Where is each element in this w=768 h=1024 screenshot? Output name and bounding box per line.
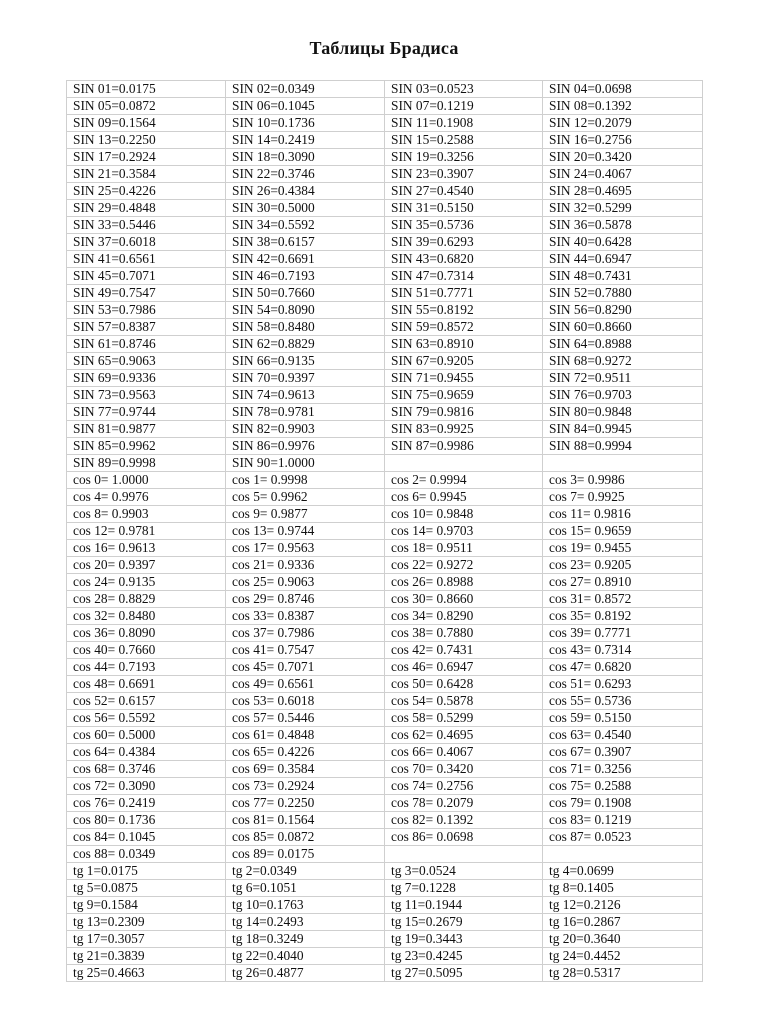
table-cell: cos 14= 0.9703 [385,523,543,540]
table-cell: cos 59= 0.5150 [543,710,703,727]
table-row [67,353,703,370]
table-cell: SIN 68=0.9272 [543,353,703,370]
table-cell: cos 85= 0.0872 [226,829,385,846]
table-cell [543,846,703,863]
table-cell: tg 25=0.4663 [67,965,226,982]
table-cell: cos 64= 0.4384 [67,744,226,761]
table-cell: SIN 86=0.9976 [226,438,385,455]
table-cell: tg 10=0.1763 [226,897,385,914]
table-cell: SIN 82=0.9903 [226,421,385,438]
table-cell: cos 10= 0.9848 [385,506,543,523]
table-row [67,863,703,880]
table-cell: tg 20=0.3640 [543,931,703,948]
table-cell: cos 49= 0.6561 [226,676,385,693]
table-cell: SIN 02=0.0349 [226,81,385,98]
table-cell: cos 21= 0.9336 [226,557,385,574]
table-cell: SIN 04=0.0698 [543,81,703,98]
table-row [67,268,703,285]
table-cell: tg 15=0.2679 [385,914,543,931]
table-cell: SIN 55=0.8192 [385,302,543,319]
table-cell: tg 2=0.0349 [226,863,385,880]
table-cell: cos 78= 0.2079 [385,795,543,812]
table-cell: cos 61= 0.4848 [226,727,385,744]
table-cell: SIN 65=0.9063 [67,353,226,370]
table-row [67,931,703,948]
table-row [67,421,703,438]
table-row [67,523,703,540]
table-cell: cos 15= 0.9659 [543,523,703,540]
table-cell: SIN 29=0.4848 [67,200,226,217]
table-cell: cos 31= 0.8572 [543,591,703,608]
table-cell: cos 69= 0.3584 [226,761,385,778]
table-cell: tg 22=0.4040 [226,948,385,965]
table-cell: cos 35= 0.8192 [543,608,703,625]
table-cell: SIN 21=0.3584 [67,166,226,183]
table-cell: cos 33= 0.8387 [226,608,385,625]
table-cell: SIN 40=0.6428 [543,234,703,251]
table-row [67,965,703,982]
table-cell: cos 32= 0.8480 [67,608,226,625]
table-cell: SIN 38=0.6157 [226,234,385,251]
table-cell: cos 53= 0.6018 [226,693,385,710]
table-cell: cos 88= 0.0349 [67,846,226,863]
table-cell: cos 56= 0.5592 [67,710,226,727]
table-row [67,285,703,302]
table-cell: tg 13=0.2309 [67,914,226,931]
table-row [67,829,703,846]
table-row [67,625,703,642]
table-cell: tg 18=0.3249 [226,931,385,948]
table-cell: SIN 23=0.3907 [385,166,543,183]
table-row [67,166,703,183]
table-cell: SIN 08=0.1392 [543,98,703,115]
table-cell: cos 13= 0.9744 [226,523,385,540]
table-row [67,183,703,200]
table-cell: cos 74= 0.2756 [385,778,543,795]
table-cell: cos 79= 0.1908 [543,795,703,812]
table-row [67,336,703,353]
table-row [67,98,703,115]
table-cell: SIN 81=0.9877 [67,421,226,438]
table-cell: cos 22= 0.9272 [385,557,543,574]
table-cell: cos 82= 0.1392 [385,812,543,829]
table-cell: cos 72= 0.3090 [67,778,226,795]
table-cell: cos 86= 0.0698 [385,829,543,846]
table-cell: cos 47= 0.6820 [543,659,703,676]
table-cell: cos 83= 0.1219 [543,812,703,829]
table-row [67,778,703,795]
table-row [67,234,703,251]
table-cell: cos 55= 0.5736 [543,693,703,710]
table-row [67,404,703,421]
table-cell: tg 27=0.5095 [385,965,543,982]
table-cell: SIN 75=0.9659 [385,387,543,404]
table-row [67,302,703,319]
table-cell: cos 18= 0.9511 [385,540,543,557]
table-cell: SIN 66=0.9135 [226,353,385,370]
table-cell: cos 38= 0.7880 [385,625,543,642]
table-cell: SIN 52=0.7880 [543,285,703,302]
table-cell: SIN 69=0.9336 [67,370,226,387]
table-cell: tg 16=0.2867 [543,914,703,931]
table-cell: tg 3=0.0524 [385,863,543,880]
table-cell: SIN 09=0.1564 [67,115,226,132]
table-cell: SIN 48=0.7431 [543,268,703,285]
table-row [67,897,703,914]
table-cell: SIN 18=0.3090 [226,149,385,166]
table-cell: cos 46= 0.6947 [385,659,543,676]
table-cell: SIN 47=0.7314 [385,268,543,285]
table-cell: tg 9=0.1584 [67,897,226,914]
table-row [67,472,703,489]
table-cell: tg 23=0.4245 [385,948,543,965]
table-cell: SIN 70=0.9397 [226,370,385,387]
table-row [67,438,703,455]
table-cell: SIN 33=0.5446 [67,217,226,234]
table-cell: SIN 74=0.9613 [226,387,385,404]
table-cell: cos 1= 0.9998 [226,472,385,489]
table-cell: cos 42= 0.7431 [385,642,543,659]
table-cell: cos 66= 0.4067 [385,744,543,761]
table-cell: SIN 79=0.9816 [385,404,543,421]
table-cell [385,846,543,863]
table-cell: cos 34= 0.8290 [385,608,543,625]
table-cell: cos 80= 0.1736 [67,812,226,829]
table-row [67,642,703,659]
table-cell: cos 3= 0.9986 [543,472,703,489]
table-cell: SIN 37=0.6018 [67,234,226,251]
table-cell: cos 68= 0.3746 [67,761,226,778]
table-cell: SIN 05=0.0872 [67,98,226,115]
table-cell: cos 39= 0.7771 [543,625,703,642]
table-row [67,251,703,268]
table-row [67,608,703,625]
table-cell: cos 27= 0.8910 [543,574,703,591]
table-row [67,880,703,897]
table-cell: tg 21=0.3839 [67,948,226,965]
table-cell: SIN 60=0.8660 [543,319,703,336]
table-cell: SIN 43=0.6820 [385,251,543,268]
table-cell: cos 19= 0.9455 [543,540,703,557]
table-cell: tg 26=0.4877 [226,965,385,982]
table-cell: SIN 32=0.5299 [543,200,703,217]
table-row [67,132,703,149]
table-cell: SIN 36=0.5878 [543,217,703,234]
table-row [67,812,703,829]
table-cell [385,455,543,472]
table-cell: tg 5=0.0875 [67,880,226,897]
table-row [67,574,703,591]
table-cell: SIN 67=0.9205 [385,353,543,370]
table-cell: SIN 64=0.8988 [543,336,703,353]
table-cell: SIN 71=0.9455 [385,370,543,387]
table-cell: SIN 24=0.4067 [543,166,703,183]
table-cell: SIN 78=0.9781 [226,404,385,421]
table-cell: cos 24= 0.9135 [67,574,226,591]
table-row [67,115,703,132]
table-cell: SIN 15=0.2588 [385,132,543,149]
table-cell: cos 23= 0.9205 [543,557,703,574]
table-cell: SIN 49=0.7547 [67,285,226,302]
table-cell: SIN 01=0.0175 [67,81,226,98]
table-row [67,506,703,523]
table-cell: cos 28= 0.8829 [67,591,226,608]
table-cell: cos 25= 0.9063 [226,574,385,591]
table-cell: SIN 85=0.9962 [67,438,226,455]
table-cell: tg 17=0.3057 [67,931,226,948]
table-cell: SIN 14=0.2419 [226,132,385,149]
table-cell: SIN 80=0.9848 [543,404,703,421]
table-cell: cos 54= 0.5878 [385,693,543,710]
table-cell: SIN 50=0.7660 [226,285,385,302]
table-cell: cos 67= 0.3907 [543,744,703,761]
table-cell: SIN 53=0.7986 [67,302,226,319]
table-cell: SIN 54=0.8090 [226,302,385,319]
table-cell: SIN 22=0.3746 [226,166,385,183]
table-cell: SIN 10=0.1736 [226,115,385,132]
table-cell: cos 45= 0.7071 [226,659,385,676]
table-cell: cos 81= 0.1564 [226,812,385,829]
table-cell: SIN 84=0.9945 [543,421,703,438]
table-cell: tg 14=0.2493 [226,914,385,931]
table-cell: cos 70= 0.3420 [385,761,543,778]
table-row [67,659,703,676]
table-cell: SIN 90=1.0000 [226,455,385,472]
table-cell: cos 40= 0.7660 [67,642,226,659]
table-cell: SIN 89=0.9998 [67,455,226,472]
table-cell: SIN 45=0.7071 [67,268,226,285]
table-cell: cos 9= 0.9877 [226,506,385,523]
table-cell: cos 41= 0.7547 [226,642,385,659]
table-row [67,455,703,472]
table-cell: cos 29= 0.8746 [226,591,385,608]
table-cell: SIN 39=0.6293 [385,234,543,251]
table-cell: cos 4= 0.9976 [67,489,226,506]
table-cell: cos 12= 0.9781 [67,523,226,540]
table-cell: tg 7=0.1228 [385,880,543,897]
table-cell: cos 5= 0.9962 [226,489,385,506]
table-cell: cos 43= 0.7314 [543,642,703,659]
table-cell: cos 75= 0.2588 [543,778,703,795]
table-cell: SIN 03=0.0523 [385,81,543,98]
page-title: Таблицы Брадиса [309,38,459,58]
table-cell: cos 8= 0.9903 [67,506,226,523]
table-cell: cos 57= 0.5446 [226,710,385,727]
table-cell: cos 11= 0.9816 [543,506,703,523]
table-row [67,149,703,166]
table-cell: SIN 41=0.6561 [67,251,226,268]
table-cell: SIN 58=0.8480 [226,319,385,336]
table-row [67,81,703,98]
table-cell: cos 37= 0.7986 [226,625,385,642]
table-cell: SIN 16=0.2756 [543,132,703,149]
table-cell: cos 51= 0.6293 [543,676,703,693]
table-cell: cos 17= 0.9563 [226,540,385,557]
table-row [67,489,703,506]
table-row [67,591,703,608]
table-cell: cos 30= 0.8660 [385,591,543,608]
table-cell: SIN 56=0.8290 [543,302,703,319]
table-cell: SIN 30=0.5000 [226,200,385,217]
table-cell: tg 1=0.0175 [67,863,226,880]
table-cell: cos 6= 0.9945 [385,489,543,506]
table-cell: SIN 17=0.2924 [67,149,226,166]
table-cell: SIN 19=0.3256 [385,149,543,166]
table-cell: SIN 31=0.5150 [385,200,543,217]
table-cell: cos 58= 0.5299 [385,710,543,727]
table-cell: SIN 61=0.8746 [67,336,226,353]
table-cell: SIN 28=0.4695 [543,183,703,200]
table-cell: SIN 57=0.8387 [67,319,226,336]
table-cell: tg 8=0.1405 [543,880,703,897]
table-cell: cos 89= 0.0175 [226,846,385,863]
table-cell: SIN 27=0.4540 [385,183,543,200]
table-cell: tg 6=0.1051 [226,880,385,897]
table-cell: tg 19=0.3443 [385,931,543,948]
table-cell: SIN 83=0.9925 [385,421,543,438]
table-cell: SIN 77=0.9744 [67,404,226,421]
table-row [67,557,703,574]
table-cell: SIN 51=0.7771 [385,285,543,302]
table-cell: SIN 35=0.5736 [385,217,543,234]
table-row [67,744,703,761]
table-cell: SIN 06=0.1045 [226,98,385,115]
table-cell: SIN 44=0.6947 [543,251,703,268]
table-cell: cos 76= 0.2419 [67,795,226,812]
table-cell: tg 24=0.4452 [543,948,703,965]
table-cell: SIN 59=0.8572 [385,319,543,336]
table-cell: SIN 63=0.8910 [385,336,543,353]
table-cell: cos 87= 0.0523 [543,829,703,846]
table-row [67,846,703,863]
table-cell: SIN 25=0.4226 [67,183,226,200]
table-cell: tg 4=0.0699 [543,863,703,880]
table-row [67,693,703,710]
table-row [67,387,703,404]
table-cell: SIN 26=0.4384 [226,183,385,200]
table-cell: cos 48= 0.6691 [67,676,226,693]
table-cell: cos 36= 0.8090 [67,625,226,642]
table-row [67,217,703,234]
table-cell: SIN 62=0.8829 [226,336,385,353]
table-cell: cos 73= 0.2924 [226,778,385,795]
table-cell: cos 2= 0.9994 [385,472,543,489]
table-cell: tg 12=0.2126 [543,897,703,914]
table-cell: cos 50= 0.6428 [385,676,543,693]
table-cell: cos 52= 0.6157 [67,693,226,710]
table-row [67,370,703,387]
table-cell: cos 16= 0.9613 [67,540,226,557]
table-row [67,795,703,812]
table-cell: SIN 13=0.2250 [67,132,226,149]
table-cell: SIN 12=0.2079 [543,115,703,132]
table-cell: cos 62= 0.4695 [385,727,543,744]
table-cell: cos 77= 0.2250 [226,795,385,812]
bradis-table [66,80,703,982]
table-cell: cos 7= 0.9925 [543,489,703,506]
table-cell: SIN 42=0.6691 [226,251,385,268]
table-cell: SIN 46=0.7193 [226,268,385,285]
table-row [67,200,703,217]
table-row [67,727,703,744]
table-cell: cos 71= 0.3256 [543,761,703,778]
table-cell: tg 11=0.1944 [385,897,543,914]
table-cell: cos 60= 0.5000 [67,727,226,744]
table-cell: cos 26= 0.8988 [385,574,543,591]
table-cell: cos 65= 0.4226 [226,744,385,761]
table-row [67,914,703,931]
table-row [67,319,703,336]
table-cell: cos 20= 0.9397 [67,557,226,574]
table-cell: cos 63= 0.4540 [543,727,703,744]
table-row [67,948,703,965]
table-cell: SIN 20=0.3420 [543,149,703,166]
table-cell: cos 0= 1.0000 [67,472,226,489]
table-cell: tg 28=0.5317 [543,965,703,982]
table-cell: cos 44= 0.7193 [67,659,226,676]
table-cell: SIN 34=0.5592 [226,217,385,234]
table-cell: SIN 87=0.9986 [385,438,543,455]
table-cell: SIN 72=0.9511 [543,370,703,387]
bradis-table-container [66,80,702,982]
table-cell: SIN 88=0.9994 [543,438,703,455]
table-cell: SIN 73=0.9563 [67,387,226,404]
table-cell: SIN 11=0.1908 [385,115,543,132]
table-row [67,676,703,693]
table-cell: cos 84= 0.1045 [67,829,226,846]
table-row [67,761,703,778]
table-cell [543,455,703,472]
table-body [67,81,703,982]
table-row [67,540,703,557]
table-cell: SIN 76=0.9703 [543,387,703,404]
table-cell: SIN 07=0.1219 [385,98,543,115]
table-row [67,710,703,727]
